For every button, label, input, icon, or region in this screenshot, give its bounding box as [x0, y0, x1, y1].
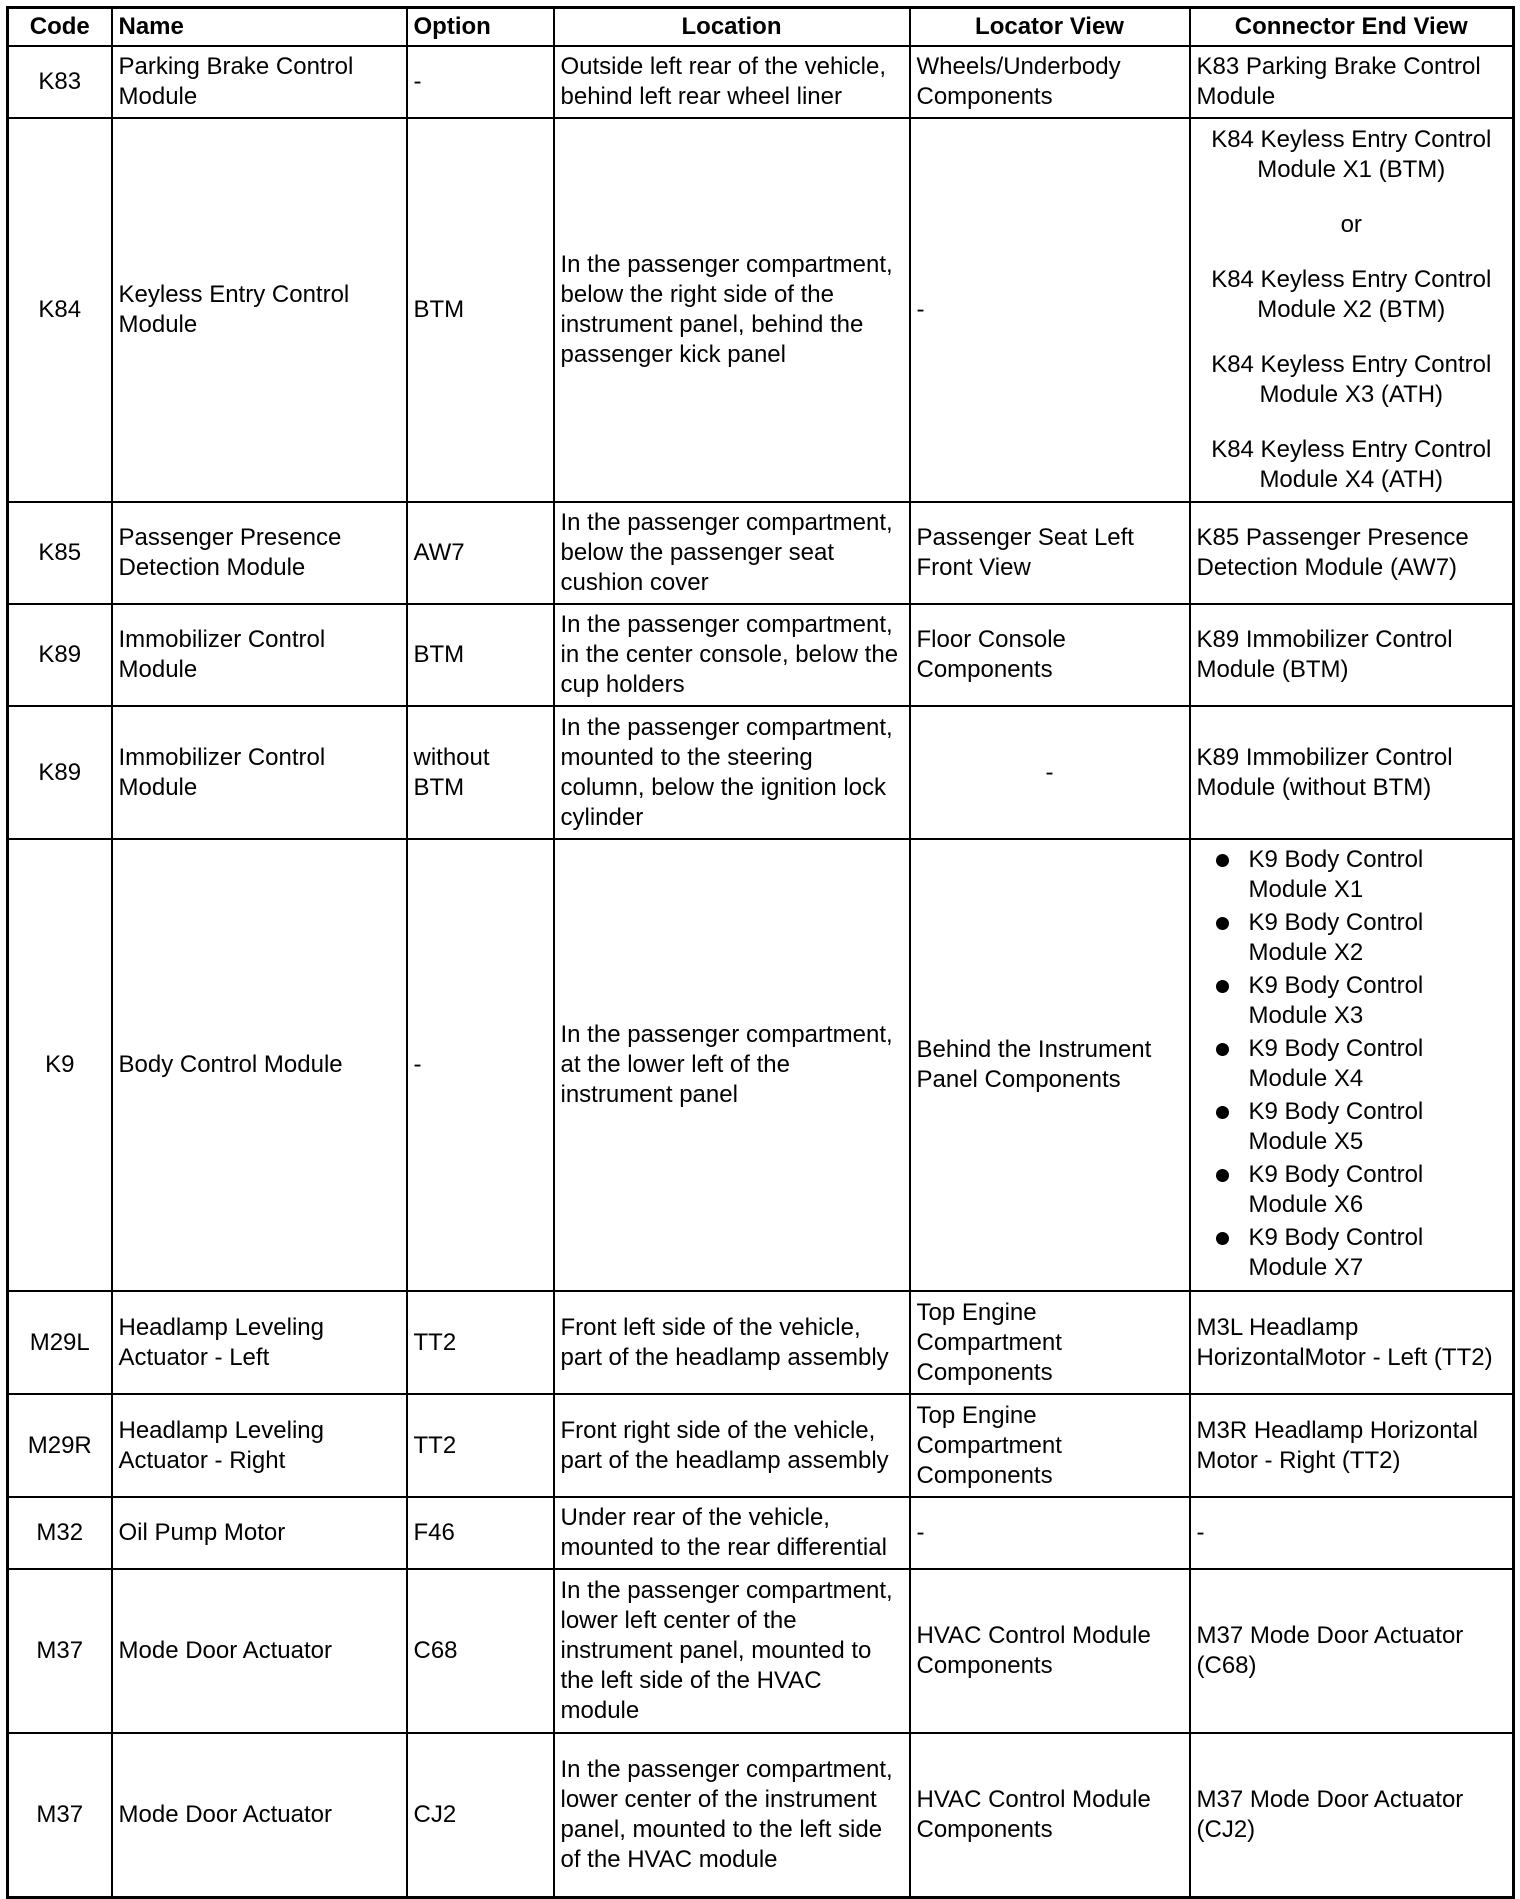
cell-connector-end-view: K85 Passenger Presence Detection Module (AW7) [1190, 502, 1514, 604]
cell-code: M37 [8, 1569, 112, 1733]
cell-code: M29L [8, 1291, 112, 1394]
cell-location: In the passenger compartment, lower center of the instrument panel, mounted to the left side of the HVAC module [554, 1733, 910, 1897]
connector-bullet-text: K9 Body Control Module X7 [1248, 1223, 1424, 1281]
list-item [1213, 1223, 1507, 1283]
table-row [8, 839, 1514, 1291]
cell-option: BTM [407, 604, 554, 706]
connector-view-entry: K84 Keyless Entry Control Module X4 (ATH) [1211, 436, 1492, 493]
cell-name: Headlamp Leveling Actuator - Left [112, 1291, 407, 1394]
component-locator-sheet [6, 6, 1512, 1899]
cell-code: K84 [8, 118, 112, 502]
bullet-dot-icon [1216, 980, 1229, 993]
cell-location: Under rear of the vehicle, mounted to the rear differential [554, 1497, 910, 1569]
cell-option: BTM [407, 118, 554, 502]
cell-connector-end-view: M3R Headlamp Horizontal Motor - Right (TT2) [1190, 1394, 1514, 1497]
component-locator-table [6, 6, 1515, 1899]
cell-connector-end-view: K83 Parking Brake Control Module [1190, 46, 1514, 118]
cell-connector-end-view: M37 Mode Door Actuator (C68) [1190, 1569, 1514, 1733]
cell-locator-view: HVAC Control Module Components [910, 1733, 1190, 1897]
cell-location: Front left side of the vehicle, part of the headlamp assembly [554, 1291, 910, 1394]
list-item [1213, 1160, 1507, 1220]
cell-name: Mode Door Actuator [112, 1569, 407, 1733]
cell-name: Keyless Entry Control Module [112, 118, 407, 502]
table-row [8, 118, 1514, 502]
connector-bullet-text: K9 Body Control Module X5 [1248, 1097, 1424, 1155]
header-locator-view: Locator View [910, 8, 1190, 47]
bullet-dot-icon [1216, 917, 1229, 930]
cell-connector-end-view [1190, 118, 1514, 502]
connector-bullet-text: K9 Body Control Module X3 [1248, 971, 1424, 1029]
cell-connector-end-view: - [1190, 1497, 1514, 1569]
connector-view-or: or [1340, 211, 1362, 238]
cell-code: K9 [8, 839, 112, 1291]
list-item [1213, 845, 1507, 905]
cell-locator-view: - [910, 118, 1190, 502]
cell-connector-end-view: K89 Immobilizer Control Module (BTM) [1190, 604, 1514, 706]
cell-connector-end-view [1190, 839, 1514, 1291]
table-row [8, 706, 1514, 839]
table-row [8, 604, 1514, 706]
cell-locator-view: Top Engine Compartment Components [910, 1291, 1190, 1394]
cell-option: CJ2 [407, 1733, 554, 1897]
cell-locator-view: Top Engine Compartment Components [910, 1394, 1190, 1497]
cell-name: Immobilizer Control Module [112, 604, 407, 706]
table-row [8, 1733, 1514, 1897]
cell-connector-end-view: M37 Mode Door Actuator (CJ2) [1190, 1733, 1514, 1897]
cell-location: In the passenger compartment, mounted to the steering column, below the ignition lock cylinder [554, 706, 910, 839]
cell-code: K83 [8, 46, 112, 118]
cell-code: M29R [8, 1394, 112, 1497]
cell-location: In the passenger compartment, below the passenger seat cushion cover [554, 502, 910, 604]
bullet-dot-icon [1216, 1043, 1229, 1056]
table-row [8, 502, 1514, 604]
connector-bullet-list [1197, 845, 1507, 1283]
connector-bullet-text: K9 Body Control Module X1 [1248, 845, 1424, 903]
cell-locator-view: Wheels/Underbody Components [910, 46, 1190, 118]
cell-locator-view: Floor Console Components [910, 604, 1190, 706]
connector-view-entry: K84 Keyless Entry Control Module X2 (BTM) [1211, 266, 1492, 323]
cell-location: Outside left rear of the vehicle, behind left rear wheel liner [554, 46, 910, 118]
table-row [8, 1497, 1514, 1569]
cell-option: without BTM [407, 706, 554, 839]
cell-name: Mode Door Actuator [112, 1733, 407, 1897]
connector-view-entry: K84 Keyless Entry Control Module X3 (ATH) [1211, 351, 1492, 408]
cell-location: In the passenger compartment, at the lower left of the instrument panel [554, 839, 910, 1291]
connector-bullet-text: K9 Body Control Module X6 [1248, 1160, 1424, 1218]
cell-locator-view: - [910, 1497, 1190, 1569]
cell-option: TT2 [407, 1394, 554, 1497]
bullet-dot-icon [1216, 1232, 1229, 1245]
cell-option: - [407, 46, 554, 118]
cell-name: Parking Brake Control Module [112, 46, 407, 118]
cell-location: In the passenger compartment, below the right side of the instrument panel, behind the passenger kick panel [554, 118, 910, 502]
table-row [8, 1569, 1514, 1733]
cell-option: C68 [407, 1569, 554, 1733]
header-code: Code [8, 8, 112, 47]
connector-bullet-text: K9 Body Control Module X2 [1248, 908, 1424, 966]
cell-locator-view: - [910, 706, 1190, 839]
cell-option: AW7 [407, 502, 554, 604]
header-location: Location [554, 8, 910, 47]
connector-view-entry: K84 Keyless Entry Control Module X1 (BTM) [1211, 126, 1492, 183]
cell-code: M37 [8, 1733, 112, 1897]
cell-code: K85 [8, 502, 112, 604]
cell-option: F46 [407, 1497, 554, 1569]
cell-locator-view: Passenger Seat Left Front View [910, 502, 1190, 604]
bullet-dot-icon [1216, 1106, 1229, 1119]
cell-location: Front right side of the vehicle, part of the headlamp assembly [554, 1394, 910, 1497]
header-option: Option [407, 8, 554, 47]
bullet-dot-icon [1216, 854, 1229, 867]
cell-option: - [407, 839, 554, 1291]
list-item [1213, 908, 1507, 968]
cell-code: M32 [8, 1497, 112, 1569]
cell-connector-end-view: M3L Headlamp HorizontalMotor - Left (TT2) [1190, 1291, 1514, 1394]
cell-name: Body Control Module [112, 839, 407, 1291]
list-item [1213, 971, 1507, 1031]
cell-code: K89 [8, 706, 112, 839]
header-connector-end-view: Connector End View [1190, 8, 1514, 47]
connector-bullet-text: K9 Body Control Module X4 [1248, 1034, 1424, 1092]
table-row [8, 1394, 1514, 1497]
cell-name: Passenger Presence Detection Module [112, 502, 407, 604]
list-item [1213, 1097, 1507, 1157]
table-header-row [8, 8, 1514, 47]
cell-option: TT2 [407, 1291, 554, 1394]
cell-code: K89 [8, 604, 112, 706]
table-row [8, 46, 1514, 118]
table-row [8, 1291, 1514, 1394]
cell-location: In the passenger compartment, in the center console, below the cup holders [554, 604, 910, 706]
cell-connector-end-view: K89 Immobilizer Control Module (without BTM) [1190, 706, 1514, 839]
cell-locator-view: HVAC Control Module Components [910, 1569, 1190, 1733]
cell-name: Immobilizer Control Module [112, 706, 407, 839]
bullet-dot-icon [1216, 1169, 1229, 1182]
cell-locator-view: Behind the Instrument Panel Components [910, 839, 1190, 1291]
header-name: Name [112, 8, 407, 47]
cell-location: In the passenger compartment, lower left center of the instrument panel, mounted to the left side of the HVAC module [554, 1569, 910, 1733]
cell-name: Oil Pump Motor [112, 1497, 407, 1569]
list-item [1213, 1034, 1507, 1094]
cell-name: Headlamp Leveling Actuator - Right [112, 1394, 407, 1497]
